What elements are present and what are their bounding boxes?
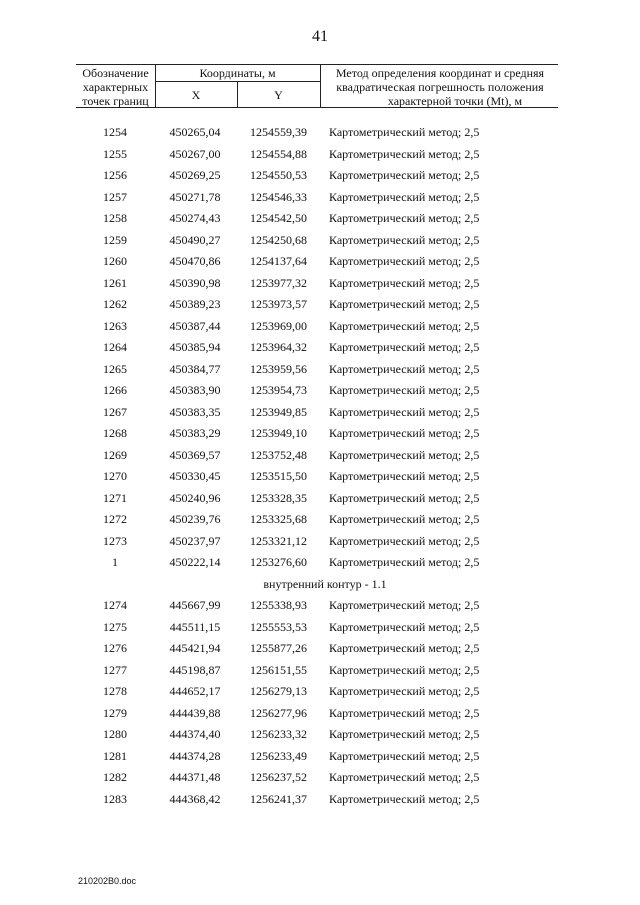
- table-row: [0, 553, 640, 575]
- point-number: 1269: [103, 447, 127, 462]
- method-cell: Картометрический метод; 2,5: [329, 469, 480, 483]
- header-top-rule: [76, 64, 558, 65]
- coord-y: 1253276,60: [250, 555, 307, 569]
- point-number: 1258: [103, 211, 127, 225]
- coordinates-table-body: [0, 123, 640, 811]
- table-row: [0, 338, 640, 360]
- header-method-line-3: характерной точки (Mt), м: [387, 94, 523, 108]
- table-row: [0, 489, 640, 511]
- header-designation-line-2: характерных: [82, 80, 149, 94]
- point-number: 1280: [103, 727, 127, 741]
- method-cell: Картометрический метод; 2,5: [329, 125, 480, 139]
- coord-y: 1256237,52: [250, 770, 307, 784]
- coord-x: 444439,88: [169, 705, 221, 720]
- header-x: X: [191, 88, 201, 102]
- point-number: 1256: [103, 168, 127, 182]
- table-row: [0, 188, 640, 210]
- table-row: [0, 360, 640, 382]
- point-number: 1257: [103, 189, 127, 204]
- point-number: 1259: [103, 232, 127, 247]
- method-cell: Картометрический метод; 2,5: [329, 727, 480, 741]
- coord-x: 450470,86: [169, 254, 221, 268]
- coord-x: 450239,76: [169, 512, 221, 526]
- method-cell: Картометрический метод; 2,5: [329, 297, 480, 311]
- point-number: 1267: [103, 404, 127, 419]
- coord-x: 450385,94: [169, 340, 221, 354]
- coord-y: 1256277,96: [250, 705, 307, 720]
- method-cell: Картометрический метод; 2,5: [329, 275, 480, 290]
- method-cell: Картометрический метод; 2,5: [329, 447, 480, 462]
- point-number: 1272: [103, 512, 127, 526]
- table-row: [0, 510, 640, 532]
- point-number: 1263: [103, 318, 127, 333]
- coord-y: 1254559,39: [250, 125, 307, 139]
- coord-y: 1253321,12: [250, 533, 307, 548]
- coord-y: 1253328,35: [250, 490, 307, 505]
- coord-x: 450383,35: [169, 404, 221, 419]
- coord-y: 1254542,50: [250, 211, 307, 225]
- coord-y: 1256233,49: [250, 748, 307, 763]
- method-cell: Картометрический метод; 2,5: [329, 662, 480, 677]
- table-row: [0, 424, 640, 446]
- point-number: 1275: [103, 619, 127, 634]
- coord-x: 450389,23: [169, 297, 221, 311]
- method-cell: Картометрический метод; 2,5: [329, 770, 480, 784]
- coord-y: 1253964,32: [250, 340, 307, 354]
- point-number: 1255: [103, 146, 127, 161]
- coord-y: 1253949,10: [250, 426, 307, 440]
- coord-y: 1254550,53: [250, 168, 307, 182]
- coord-y: 1256233,32: [250, 727, 307, 741]
- table-row: [0, 618, 640, 640]
- table-row: [0, 532, 640, 554]
- point-number: 1273: [103, 533, 127, 548]
- coord-x: 450237,97: [169, 533, 221, 548]
- coord-y: 1254250,68: [250, 232, 307, 247]
- header-coordinates: Координаты, м: [199, 66, 276, 80]
- method-cell: Картометрический метод; 2,5: [329, 189, 480, 204]
- coord-x: 445511,15: [169, 619, 221, 634]
- method-cell: Картометрический метод; 2,5: [329, 404, 480, 419]
- table-row: [0, 768, 640, 790]
- coord-x: 444374,28: [169, 748, 221, 763]
- table-row: [0, 252, 640, 274]
- coord-y: 1253969,00: [250, 318, 307, 333]
- coord-x: 445198,87: [169, 662, 221, 677]
- point-number: 1276: [103, 641, 127, 655]
- method-cell: Картометрический метод; 2,5: [329, 318, 480, 333]
- header-method: [320, 66, 560, 108]
- header-method-line-1: Метод определения координат и средняя: [335, 66, 545, 80]
- section-title: внутренний контур - 1.1: [263, 576, 387, 591]
- point-number: 1271: [103, 490, 127, 505]
- method-cell: Картометрический метод; 2,5: [329, 555, 480, 569]
- coord-y: 1253954,73: [250, 383, 307, 397]
- table-row: [0, 446, 640, 468]
- method-cell: Картометрический метод; 2,5: [329, 748, 480, 763]
- coord-x: 444374,40: [169, 727, 221, 741]
- coord-y: 1253752,48: [250, 447, 307, 462]
- point-number: 1274: [103, 598, 127, 612]
- method-cell: Картометрический метод; 2,5: [329, 232, 480, 247]
- method-cell: Картометрический метод; 2,5: [329, 490, 480, 505]
- point-number: 1266: [103, 383, 127, 397]
- point-number: 1: [112, 555, 118, 569]
- table-row: [0, 145, 640, 167]
- table-row: [0, 381, 640, 403]
- coord-x: 450274,43: [169, 211, 221, 225]
- coord-x: 450383,90: [169, 383, 221, 397]
- header-designation-line-1: Обозначение: [82, 66, 149, 80]
- method-cell: Картометрический метод; 2,5: [329, 705, 480, 720]
- section-heading: [0, 575, 640, 597]
- point-number: 1254: [103, 125, 127, 139]
- coord-x: 450267,00: [169, 146, 221, 161]
- coord-x: 450269,25: [169, 168, 221, 182]
- method-cell: Картометрический метод; 2,5: [329, 641, 480, 655]
- method-cell: Картометрический метод; 2,5: [329, 512, 480, 526]
- coord-y: 1253949,85: [250, 404, 307, 419]
- coord-x: 450265,04: [169, 125, 221, 139]
- coord-y: 1253959,56: [250, 361, 307, 376]
- coord-x: 450271,78: [169, 189, 221, 204]
- file-name: 210202B0.doc: [78, 876, 137, 886]
- method-cell: Картометрический метод; 2,5: [329, 791, 480, 806]
- method-cell: Картометрический метод; 2,5: [329, 533, 480, 548]
- coord-x: 444652,17: [169, 684, 221, 698]
- coord-y: 1254137,64: [250, 254, 307, 268]
- coord-y: 1254554,88: [250, 146, 307, 161]
- point-number: 1260: [103, 254, 127, 268]
- page-number: 41: [312, 28, 328, 45]
- coord-x: 450387,44: [169, 318, 221, 333]
- coord-x: 444371,48: [169, 770, 221, 784]
- coord-x: 445667,99: [169, 598, 221, 612]
- point-number: 1262: [103, 297, 127, 311]
- table-row: [0, 123, 640, 145]
- coord-y: 1255877,26: [250, 641, 307, 655]
- point-number: 1277: [103, 662, 127, 677]
- coord-x: 450384,77: [169, 361, 221, 376]
- table-row: [0, 403, 640, 425]
- method-cell: Картометрический метод; 2,5: [329, 146, 480, 161]
- method-cell: Картометрический метод; 2,5: [329, 168, 480, 182]
- coord-y: 1253977,32: [250, 275, 307, 290]
- coord-y: 1253515,50: [250, 469, 307, 483]
- coord-y: 1254546,33: [250, 189, 307, 204]
- method-cell: Картометрический метод; 2,5: [329, 383, 480, 397]
- coord-x: 450369,57: [169, 447, 221, 462]
- header-designation-line-3: точек границ: [82, 94, 149, 108]
- point-number: 1270: [103, 469, 127, 483]
- method-cell: Картометрический метод; 2,5: [329, 426, 480, 440]
- coord-y: 1256241,37: [250, 791, 307, 806]
- table-row: [0, 166, 640, 188]
- table-row: [0, 639, 640, 661]
- table-row: [0, 231, 640, 253]
- method-cell: Картометрический метод; 2,5: [329, 254, 480, 268]
- coord-y: 1253973,57: [250, 297, 307, 311]
- table-row: [0, 725, 640, 747]
- point-number: 1261: [103, 275, 127, 290]
- table-row: [0, 704, 640, 726]
- table-row: [0, 790, 640, 812]
- point-number: 1278: [103, 684, 127, 698]
- coord-x: 450330,45: [169, 469, 221, 483]
- point-number: 1282: [103, 770, 127, 784]
- method-cell: Картометрический метод; 2,5: [329, 598, 480, 612]
- point-number: 1265: [103, 361, 127, 376]
- coord-x: 444368,42: [169, 791, 221, 806]
- header-method-line-2: квадратическая погрешность положения: [336, 80, 544, 94]
- method-cell: Картометрический метод; 2,5: [329, 361, 480, 376]
- method-cell: Картометрический метод; 2,5: [329, 340, 480, 354]
- table-row: [0, 295, 640, 317]
- table-row: [0, 467, 640, 489]
- table-row: [0, 682, 640, 704]
- table-row: [0, 596, 640, 618]
- coord-y: 1253325,68: [250, 512, 307, 526]
- coord-x: 450383,29: [169, 426, 221, 440]
- coord-y: 1255553,53: [250, 619, 307, 634]
- coord-x: 450240,96: [169, 490, 221, 505]
- method-cell: Картометрический метод; 2,5: [329, 684, 480, 698]
- point-number: 1268: [103, 426, 127, 440]
- coord-x: 450490,27: [169, 232, 221, 247]
- point-number: 1283: [103, 791, 127, 806]
- coord-y: 1256151,55: [250, 662, 307, 677]
- table-row: [0, 317, 640, 339]
- table-row: [0, 661, 640, 683]
- coord-x: 450390,98: [169, 275, 221, 290]
- coord-x: 450222,14: [169, 555, 221, 569]
- point-number: 1279: [103, 705, 127, 720]
- method-cell: Картометрический метод; 2,5: [329, 211, 480, 225]
- point-number: 1281: [103, 748, 127, 763]
- point-number: 1264: [103, 340, 127, 354]
- coord-y: 1255338,93: [250, 598, 307, 612]
- header-designation: [76, 66, 155, 108]
- coord-x: 445421,94: [169, 641, 221, 655]
- table-row: [0, 209, 640, 231]
- method-cell: Картометрический метод; 2,5: [329, 619, 480, 634]
- header-y: Y: [274, 88, 283, 102]
- table-row: [0, 274, 640, 296]
- coord-y: 1256279,13: [250, 684, 307, 698]
- table-row: [0, 747, 640, 769]
